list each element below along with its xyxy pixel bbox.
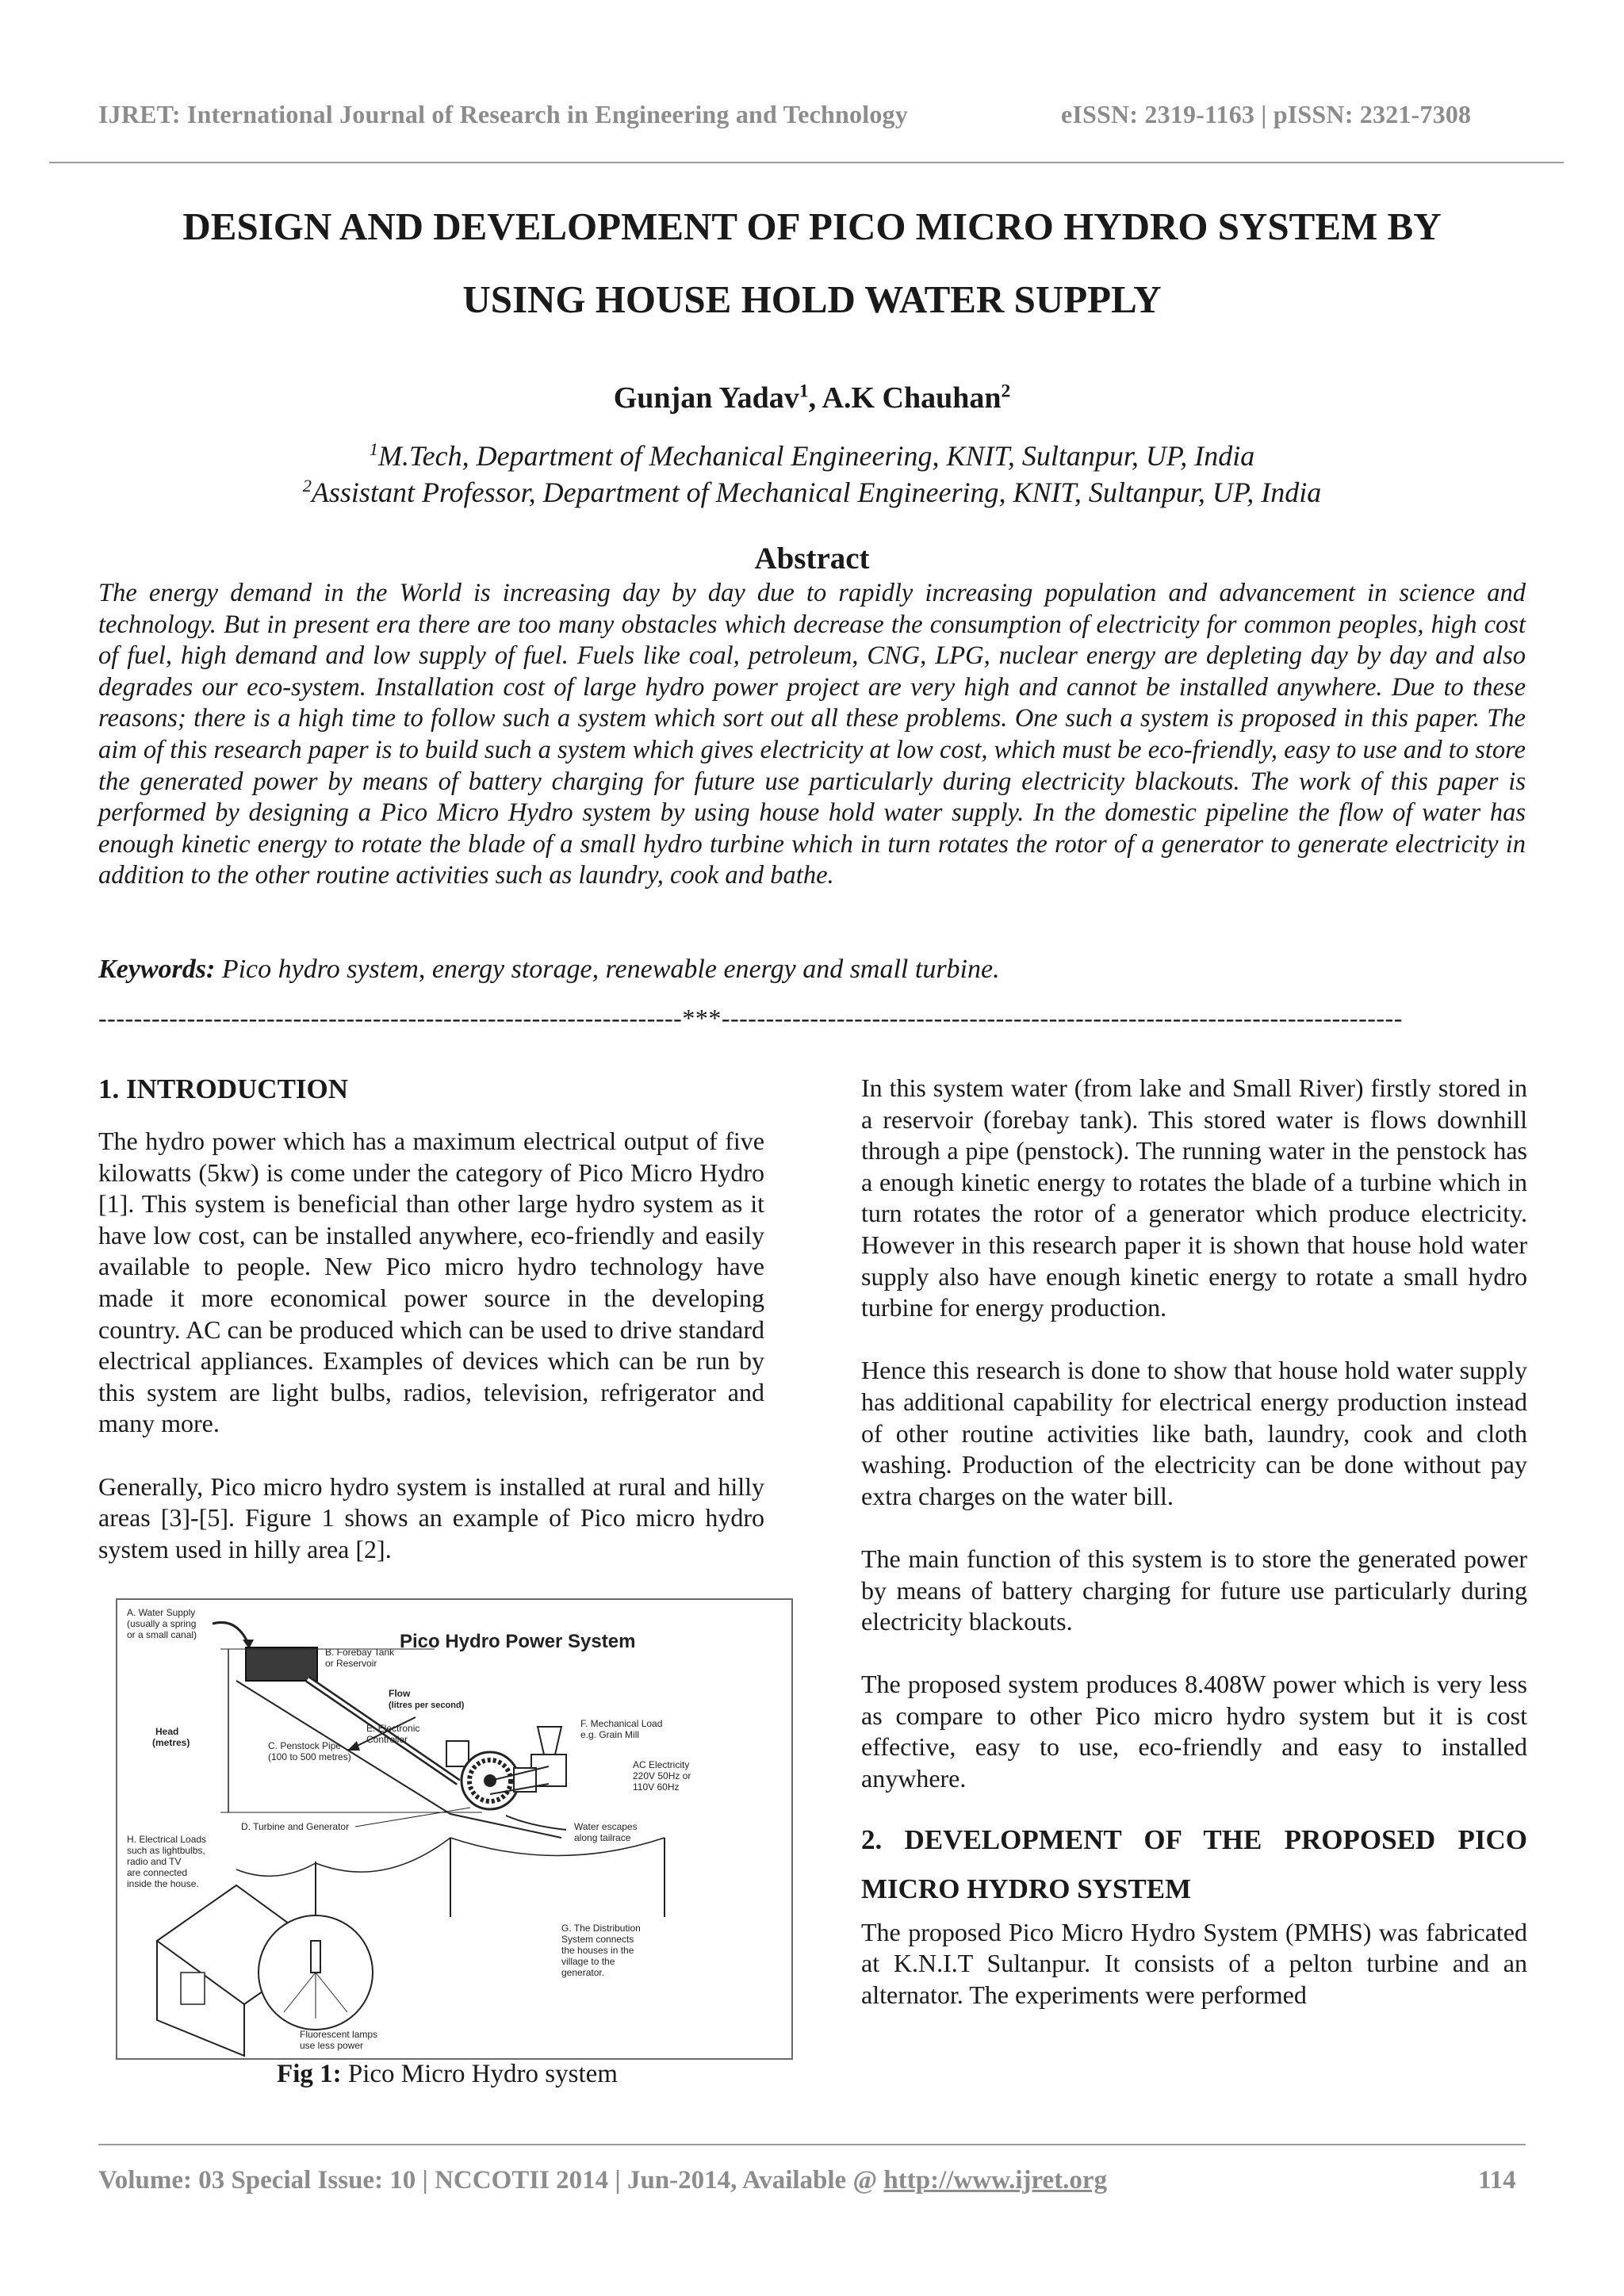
svg-text:are connected: are connected <box>127 1867 188 1878</box>
aff1-text: M.Tech, Department of Mechanical Engineering, KNIT, Sultanpur, UP, India <box>377 440 1255 472</box>
svg-text:AC Electricity: AC Electricity <box>633 1759 690 1770</box>
svg-text:along tailrace: along tailrace <box>574 1832 631 1843</box>
right-paragraph-4: The proposed system produces 8.408W power which is very less as compare to other Pico micro hydro system but it is cost effective, easy to use, eco-friendly and easy to installed anywhere. <box>861 1670 1527 1793</box>
svg-text:F. Mechanical Load: F. Mechanical Load <box>580 1718 663 1729</box>
right-paragraph-2: Hence this research is done to show that house hold water supply has additional capability for electrical energy production instead of other routine activities like bath, laundry, cook and cloth washing. Production of the electricity can be done without pay extra charges on the water bill. <box>861 1356 1527 1510</box>
svg-text:B. Forebay Tank: B. Forebay Tank <box>325 1647 395 1658</box>
right-paragraph-5: The proposed Pico Micro Hydro System (PMHS) was fabricated at K.N.I.T Sultanpur. It consists of a pelton turbine and an alternator. The experiments were performed <box>861 1917 1527 2009</box>
svg-text:110V 60Hz: 110V 60Hz <box>633 1781 680 1793</box>
diagram-title: Pico Hydro Power System <box>400 1631 636 1652</box>
grain-mill <box>538 1727 561 1755</box>
caption-text: Pico Micro Hydro system <box>341 2060 618 2088</box>
svg-text:Controller: Controller <box>366 1734 408 1745</box>
affiliation-2 <box>79 474 1545 511</box>
journal-header: IJRET: International Journal of Research in Engineering and Technology <box>98 100 908 128</box>
affiliation-1 <box>79 438 1545 474</box>
abstract-text: The energy demand in the World is increasing day by day due to rapidly increasing population and advancement in science and technology. But in present era there are too many obstacles which decrease the consumption of electricity for common peoples, high cost of fuel, high demand and low supply of fuel. Fuels like coal, petroleum, CNG, LPG, nuclear energy are depleting day by day and also degrades our eco-system. Installation cost of large hydro power project are very high and cannot be installed anywhere. Due to these reasons; there is a high time to follow such a system which sort out all these problems. One such a system is proposed in this paper. The aim of this research paper is to build such a system which gives electricity at low cost, which must be eco-friendly, easy to use and to store the generated power by means of battery charging for future use particularly during electricity blackouts. The work of this paper is performed by designing a Pico Micro Hydro system by using house hold water supply. In the domestic pipeline the flow of water has enough kinetic energy to rotate the blade of a small hydro turbine which in turn rotates the rotor of a generator to generate electricity in addition to the other routine activities such as laundry, cook and bathe. <box>98 579 1526 890</box>
title-line-2: USING HOUSE HOLD WATER SUPPLY <box>462 277 1162 321</box>
svg-text:(metres): (metres) <box>152 1737 190 1748</box>
right-column <box>861 1073 1527 2042</box>
footer-link[interactable]: http://www.ijret.org <box>883 2166 1108 2195</box>
svg-text:generator.: generator. <box>561 1967 605 1978</box>
svg-text:inside the house.: inside the house. <box>127 1878 199 1889</box>
right-paragraph-1: In this system water (from lake and Small River) firstly stored in a reservoir (forebay tank). This stored water is flows downhill through a pipe (penstock). The running water in the penstock has a enough kinetic energy to rotates the blade of a turbine which in turn rotates the rotor of a generator which produce electricity. However in this research paper it is shown that house hold water supply also have enough kinetic energy to rotate a small hydro turbine for energy production. <box>861 1073 1527 1322</box>
intro-paragraph-2: Generally, Pico micro hydro system is installed at rural and hilly areas [3]-[5]. Figure 1 shows an example of Pico micro hydro system used in hilly area [2]. <box>98 1471 764 1563</box>
svg-text:D. Turbine and Generator: D. Turbine and Generator <box>241 1821 350 1832</box>
section-separator: ------------------------------------------------------------------***----------------------------------------------------------------------------- <box>98 1004 1403 1032</box>
svg-text:such as lightbulbs,: such as lightbulbs, <box>127 1845 205 1856</box>
forebay-tank <box>246 1647 317 1681</box>
aff2-sup: 2 <box>302 476 312 496</box>
svg-text:A. Water Supply: A. Water Supply <box>127 1607 196 1618</box>
figure-1-caption <box>98 2060 796 2089</box>
section-2-heading-line-2: MICRO HYDRO SYSTEM <box>861 1873 1192 1904</box>
right-paragraph-3: The main function of this system is to store the generated power by means of battery charging for future use particularly during electricity blackouts. <box>861 1544 1527 1636</box>
svg-text:Water escapes: Water escapes <box>574 1821 638 1832</box>
figure-1 <box>116 1598 793 2060</box>
section-1-heading: 1. INTRODUCTION <box>98 1073 349 1104</box>
aff1-sup: 1 <box>369 439 378 459</box>
svg-text:E. Electronic: E. Electronic <box>366 1723 420 1734</box>
svg-text:the houses in the: the houses in the <box>561 1945 634 1956</box>
pico-hydro-diagram <box>117 1600 791 2058</box>
footer-volume: Volume: 03 Special Issue: 10 | NCCOTII 2014 | Jun-2014, Available @ <box>98 2166 884 2195</box>
water-supply-arrow <box>213 1622 248 1644</box>
keywords-text: Pico hydro system, energy storage, renewable energy and small turbine. <box>221 955 1000 984</box>
authors <box>79 381 1545 415</box>
issn-header: eISSN: 2319-1163 | pISSN: 2321-7308 <box>1061 100 1472 128</box>
svg-text:Flow: Flow <box>389 1688 411 1699</box>
abstract-heading: Abstract <box>754 541 870 576</box>
svg-text:or Reservoir: or Reservoir <box>325 1658 377 1669</box>
svg-text:use less power: use less power <box>300 2040 364 2051</box>
header-rule <box>49 162 1564 163</box>
svg-text:(usually a spring: (usually a spring <box>127 1618 197 1629</box>
svg-text:C. Penstock Pipe: C. Penstock Pipe <box>268 1740 342 1751</box>
section-2-heading-line-1: 2. DEVELOPMENT OF THE PROPOSED PICO <box>861 1823 1527 1855</box>
aff2-text: Assistant Professor, Department of Mechanical Engineering, KNIT, Sultanpur, UP, India <box>311 476 1322 508</box>
footer-rule <box>98 2144 1526 2145</box>
controller-box <box>446 1741 469 1766</box>
svg-text:e.g. Grain Mill: e.g. Grain Mill <box>580 1729 640 1740</box>
svg-text:or a small canal): or a small canal) <box>127 1629 197 1640</box>
svg-text:(litres per second): (litres per second) <box>389 1701 465 1710</box>
title-line-1: DESIGN AND DEVELOPMENT OF PICO MICRO HYDRO SYSTEM BY <box>182 205 1442 248</box>
left-column <box>98 1126 764 1597</box>
caption-label: Fig 1: <box>277 2060 342 2088</box>
svg-text:radio and TV: radio and TV <box>127 1856 182 1867</box>
svg-text:220V 50Hz or: 220V 50Hz or <box>633 1770 691 1781</box>
author-1-sup: 1 <box>799 381 809 402</box>
page-number: 114 <box>1478 2166 1516 2195</box>
author-sep: , <box>808 381 822 415</box>
footer-text <box>98 2166 1107 2195</box>
svg-text:Fluorescent lamps: Fluorescent lamps <box>300 2029 378 2040</box>
svg-text:(100 to 500 metres): (100 to 500 metres) <box>268 1751 351 1762</box>
intro-paragraph-1: The hydro power which has a maximum electrical output of five kilowatts (5kw) is come under the category of Pico Micro Hydro [1]. This system is beneficial than other large hydro system as it have low cost, can be installed anywhere, eco-friendly and easily available to people. New Pico micro hydro technology have made it more economical power source in the developing country. AC can be produced which can be used to drive standard electrical appliances. Examples of devices which can be run by this system are light bulbs, radios, television, refrigerator and many more. <box>98 1127 764 1438</box>
author-1: Gunjan Yadav <box>613 381 799 415</box>
author-2: A.K Chauhan <box>822 381 1002 415</box>
keywords <box>98 955 1000 985</box>
keywords-label: Keywords: <box>98 955 216 984</box>
section-2-heading <box>861 1816 1527 1914</box>
paper-title <box>79 190 1545 336</box>
svg-text:H. Electrical Loads: H. Electrical Loads <box>127 1834 207 1845</box>
svg-text:System connects: System connects <box>561 1934 634 1945</box>
svg-text:Head: Head <box>155 1726 179 1737</box>
author-2-sup: 2 <box>1001 381 1011 402</box>
svg-text:village to the: village to the <box>561 1956 615 1967</box>
svg-text:G. The Distribution: G. The Distribution <box>561 1923 641 1934</box>
